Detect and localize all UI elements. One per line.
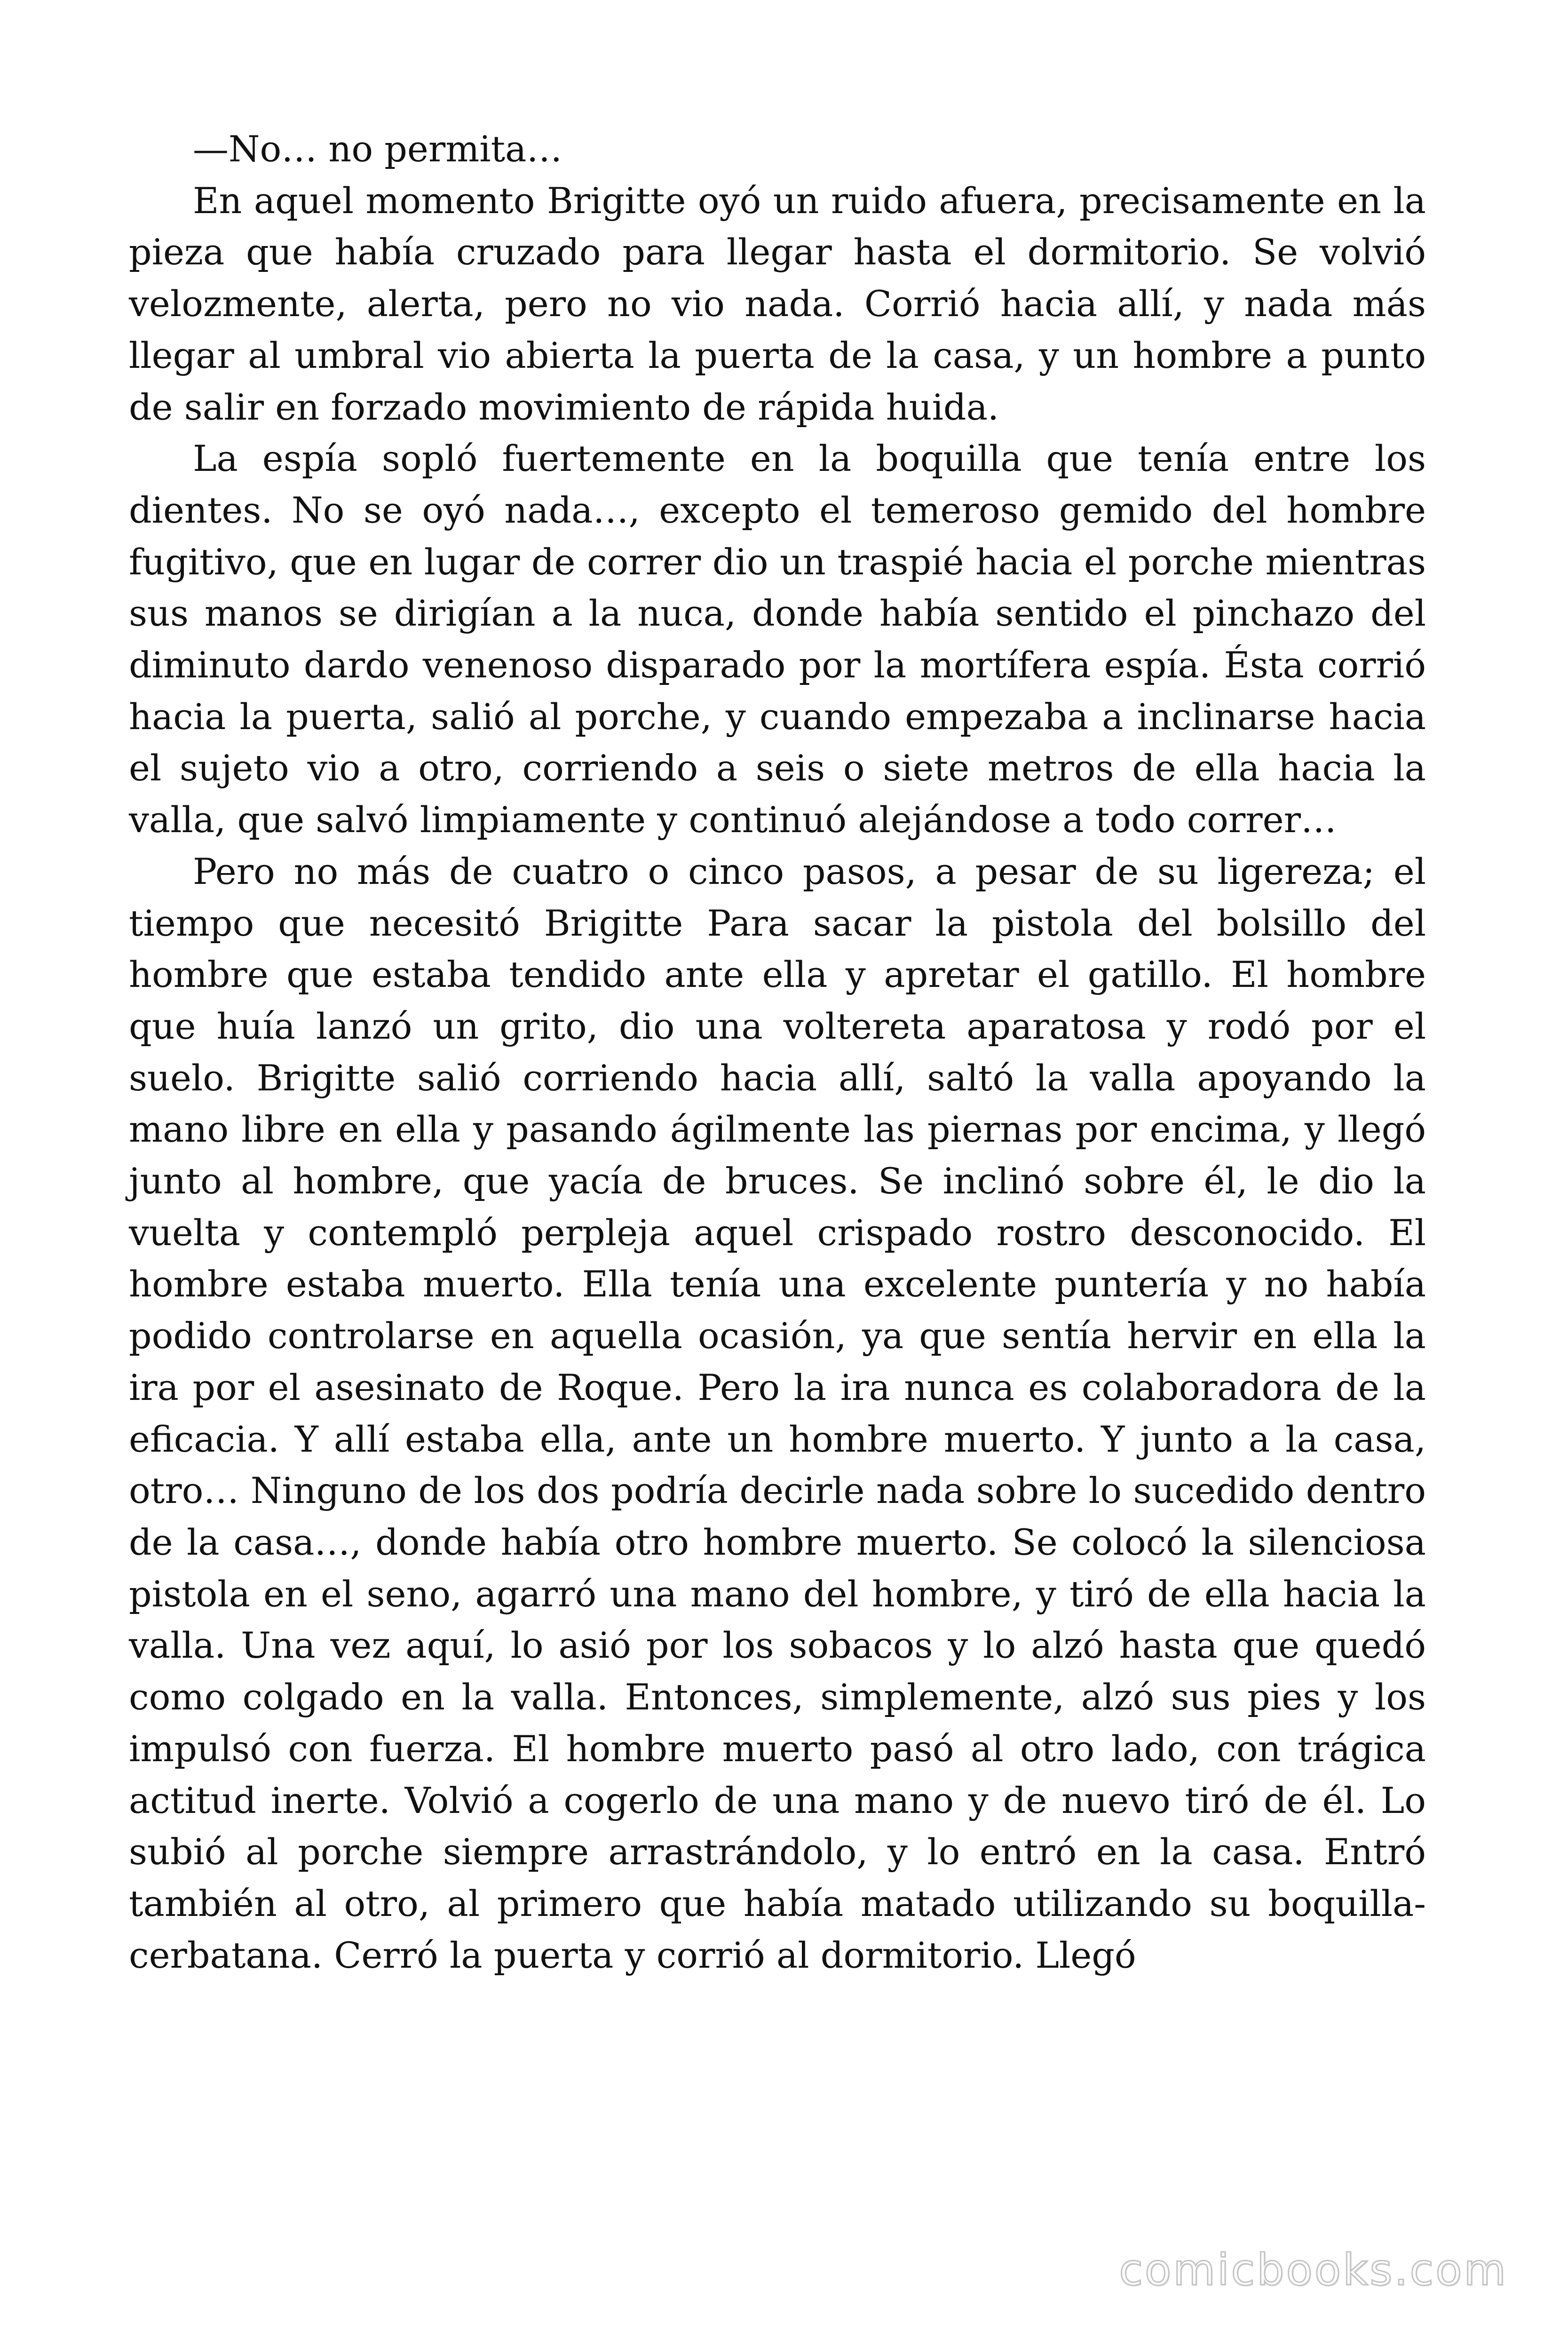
paragraph-3: La espía sopló fuertemente en la boquilla que tenía entre los dientes. No se oyó nada…, excepto el temeroso gemido del hombre fugitivo, que en lugar de correr dio un traspié hacia el porche mientras sus manos se dirigían a la nuca, donde había sentido el pinchazo del diminuto dardo venenoso disparado por la mortífera espía. Ésta corrió hacia la puerta, salió al porche, y cuando empezaba a inclinarse hacia el sujeto vio a otro, corriendo a seis o siete metros de ella hacia la valla, que salvó limpiamente y continuó alejándose a todo correr… [129, 437, 1426, 841]
paragraph-4: Pero no más de cuatro o cinco pasos, a pesar de su ligereza; el tiempo que necesitó Brigitte Para sacar la pistola del bolsillo del hombre que estaba tendido ante ella y apretar el gatillo. El hombre que huía lanzó un grito, dio una voltereta aparatosa y rodó por el suelo. Brigitte salió corriendo hacia allí, saltó la valla apoyando la mano libre en ella y pasando ágilmente las piernas por encima, y llegó junto al hombre, que yacía de bruces. Se inclinó sobre él, le dio la vuelta y contempló perpleja aquel crispado rostro desconocido. El hombre estaba muerto. Ella tenía una excelente puntería y no había podido controlarse en aquella ocasión, ya que sentía hervir en ella la ira por el asesinato de Roque. Pero la ira nunca es colaboradora de la eficacia. Y allí estaba ella, ante un hombre muerto. Y junto a la casa, otro… Ninguno de los dos podría decirle nada sobre lo sucedido dentro de la casa…, donde había otro hombre muerto. Se colocó la silenciosa pistola en el seno, agarró una mano del hombre, y tiró de ella hacia la valla. Una vez aquí, lo asió por los sobacos y lo alzó hasta que quedó como colgado en la valla. Entonces, simplemente, alzó sus pies y los impulsó con fuerza. El hombre muerto pasó al otro lado, con trágica actitud inerte. Volvió a cogerlo de una mano y de nuevo tiró de él. Lo subió al porche siempre arrastrándolo, y lo entró en la casa. Entró también al otro, al primero que había matado utilizando su boquilla-cerbatana. Cerró la puerta y corrió al dormitorio. Llegó [129, 850, 1426, 1976]
body-text [129, 123, 1426, 1981]
paragraph-2: En aquel momento Brigitte oyó un ruido afuera, precisamente en la pieza que había cruzado para llegar hasta el dormitorio. Se volvió velozmente, alerta, pero no vio nada. Corrió hacia allí, y nada más llegar al umbral vio abierta la puerta de la casa, y un hombre a punto de salir en forzado movimiento de rápida huida. [129, 179, 1426, 428]
watermark: comicbooks.com [1119, 2245, 1508, 2295]
paragraph-1: —No… no permita… [193, 128, 562, 170]
